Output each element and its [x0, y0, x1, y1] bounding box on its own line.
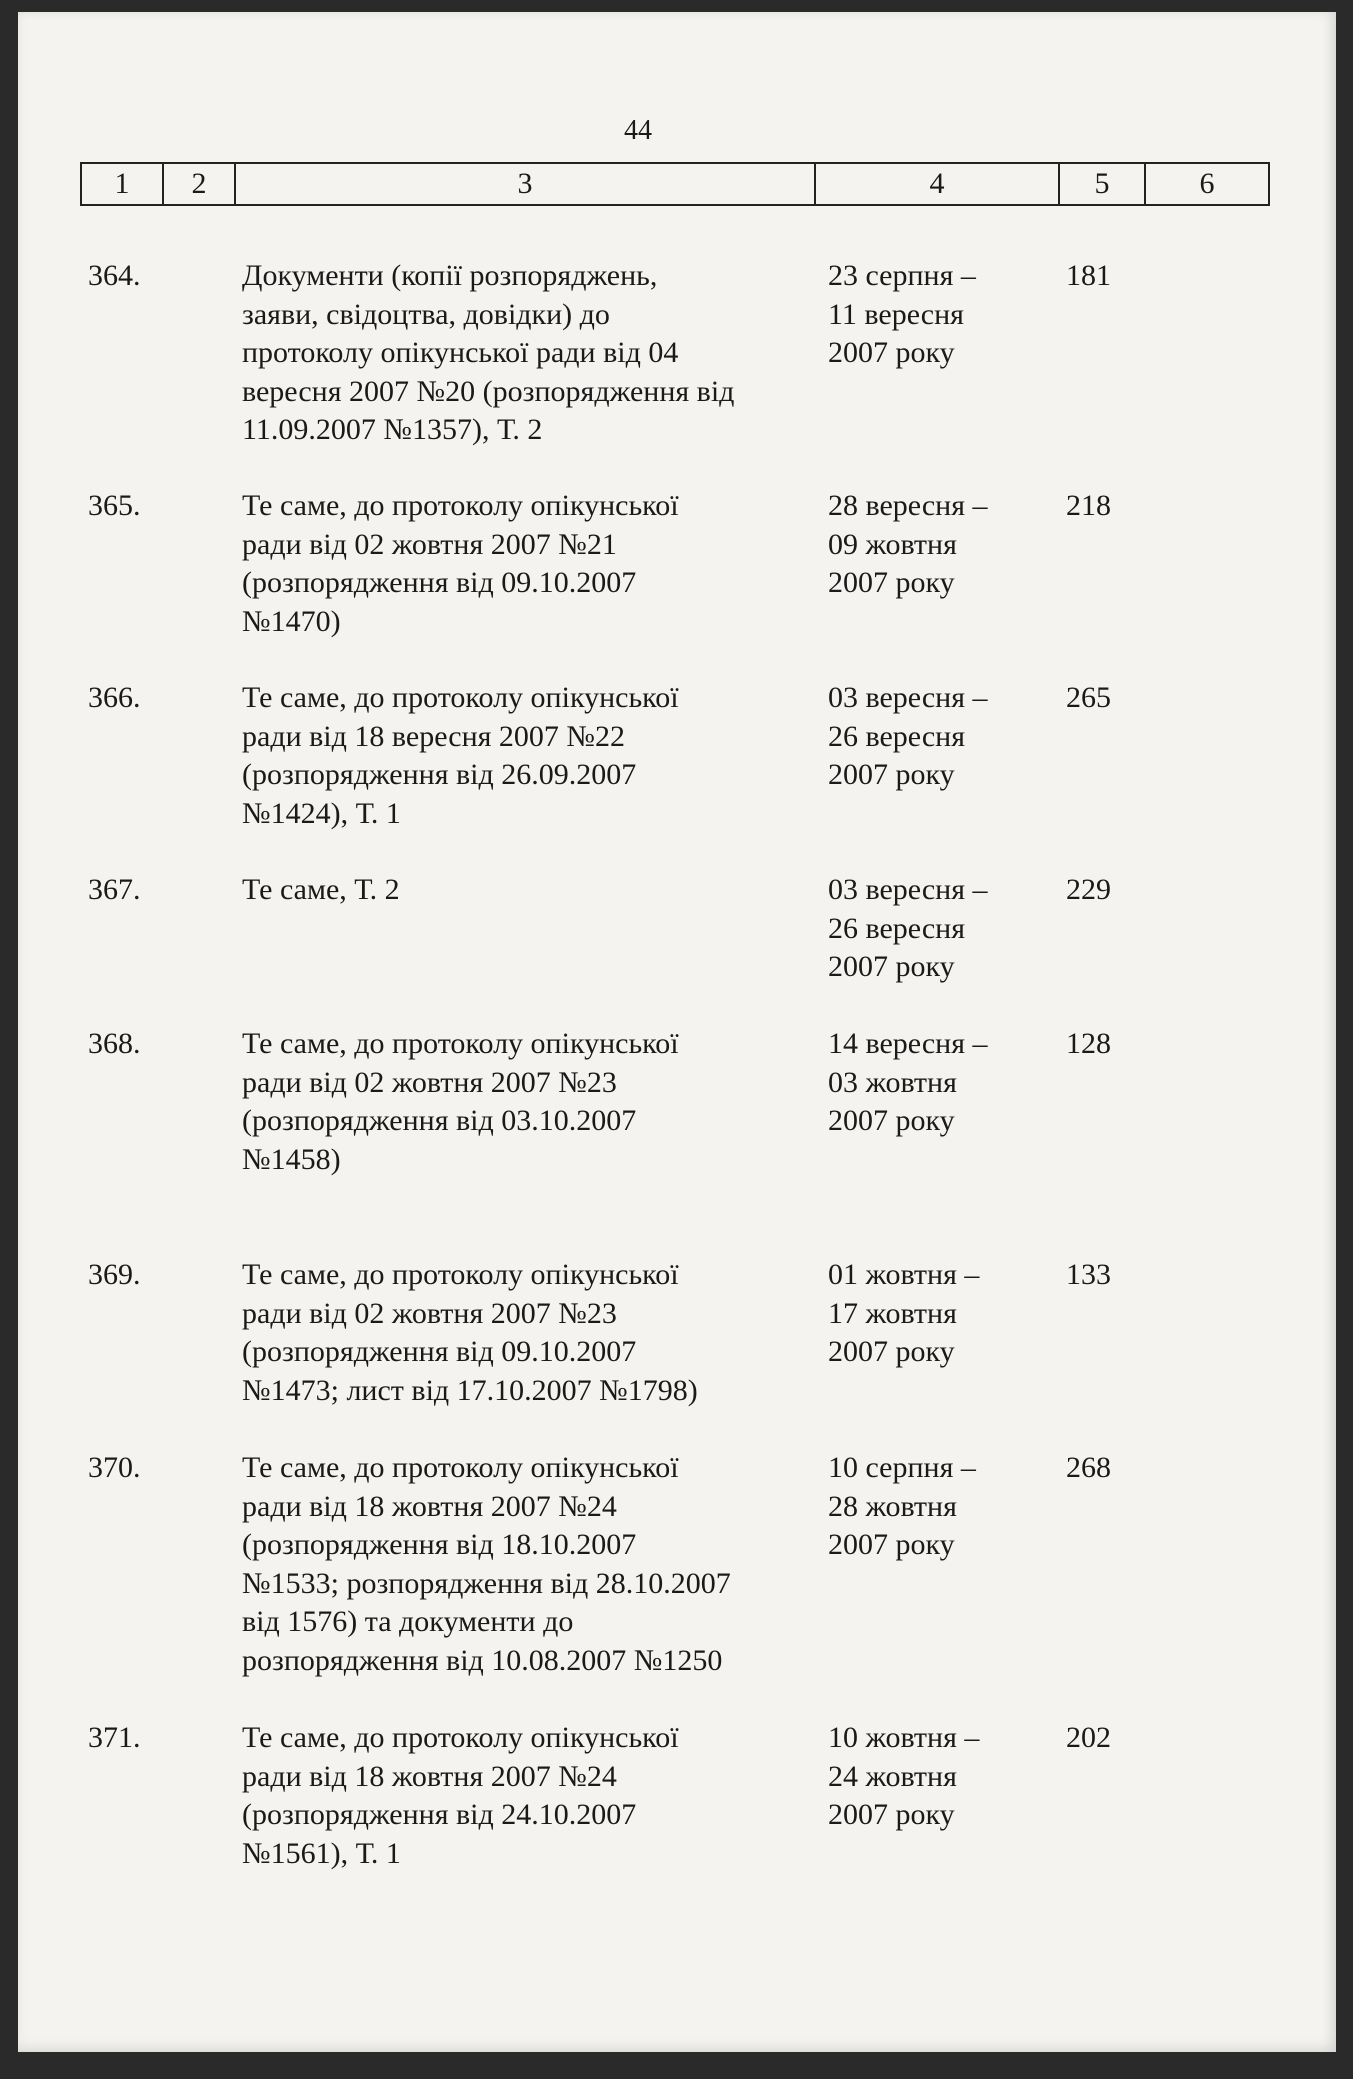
entry-date-line: 10 жовтня – — [828, 1721, 980, 1754]
column-header-5: 5 — [1060, 164, 1146, 204]
entry-dates — [828, 1025, 1028, 1141]
entry-date-line: 14 вересня – — [828, 1027, 988, 1060]
entry-dates — [828, 871, 1028, 987]
column-header-6: 6 — [1199, 167, 1215, 200]
entry-title-line: (розпорядження від 24.10.2007 — [242, 1798, 637, 1831]
entry-dates — [828, 1256, 1028, 1372]
entry-title-line: ради від 18 жовтня 2007 №24 — [242, 1759, 617, 1793]
entry-title — [242, 1719, 812, 1873]
entry-title-line: №1424), Т. 1 — [242, 796, 401, 830]
entry-date-line: 2007 року — [828, 1798, 955, 1831]
document-page — [18, 12, 1336, 2052]
entry-title — [242, 1025, 812, 1179]
entry-date-line: 28 жовтня — [828, 1489, 957, 1523]
entry-title-line: Те саме, Т. 2 — [242, 873, 400, 906]
entry-title-line: (розпорядження від 03.10.2007 — [242, 1104, 637, 1137]
entry-title-line: ради від 02 жовтня 2007 №23 — [242, 1065, 617, 1099]
entry-title — [242, 487, 812, 641]
entry-date-line: 10 серпня – — [828, 1451, 976, 1484]
entry-title — [242, 871, 812, 910]
entry-sheet-count: 128 — [1066, 1027, 1111, 1060]
entry-title-line: Те саме, до протоколу опікунської — [242, 1027, 679, 1060]
entry-title-line: №1470) — [242, 604, 341, 638]
entry-number: 367. — [88, 873, 141, 906]
entry-title-line: (розпорядження від 26.09.2007 — [242, 758, 637, 791]
entry-title-line: ради від 18 вересня 2007 №22 — [242, 719, 626, 753]
entry-sheet-count: 202 — [1066, 1721, 1111, 1754]
entry-title-line: Те саме, до протоколу опікунської — [242, 489, 679, 522]
entry-date-line: 2007 року — [828, 950, 955, 983]
entry-sheet-count: 133 — [1066, 1258, 1111, 1291]
entry-title-line: від 1576) та документи до — [242, 1605, 574, 1638]
entry-title-line: Те саме, до протоколу опікунської — [242, 1451, 679, 1484]
entry-title — [242, 679, 812, 833]
entry-date-line: 03 вересня – — [828, 873, 988, 906]
entry-title-line: ради від 02 жовтня 2007 №21 — [242, 527, 617, 561]
entry-number: 368. — [88, 1027, 141, 1060]
table-header-row — [80, 162, 1270, 206]
entry-dates — [828, 257, 1028, 373]
entry-title-line: Те саме, до протоколу опікунської — [242, 1258, 679, 1291]
entry-sheet-count: 181 — [1066, 259, 1111, 292]
entry-date-line: 2007 року — [828, 336, 955, 369]
entry-title — [242, 257, 812, 450]
entry-title-line: №1473; лист від 17.10.2007 №1798) — [242, 1373, 698, 1407]
entry-dates — [828, 487, 1028, 603]
entry-title-line: (розпорядження від 09.10.2007 — [242, 566, 637, 599]
entry-title-line: (розпорядження від 09.10.2007 — [242, 1335, 637, 1368]
entry-date-line: 26 вересня — [828, 719, 966, 753]
entry-title-line: ради від 02 жовтня 2007 №23 — [242, 1296, 617, 1330]
entry-date-line: 2007 року — [828, 566, 955, 599]
entry-date-line: 03 жовтня — [828, 1065, 957, 1099]
column-header-4: 4 — [816, 164, 1060, 204]
page-number: 44 — [624, 115, 652, 146]
entry-title-line: Документи (копії розпоряджень, — [242, 259, 658, 292]
entry-date-line: 11 вересня — [828, 297, 964, 331]
column-header-1: 1 — [82, 164, 164, 204]
entry-dates — [828, 1719, 1028, 1835]
entry-sheet-count: 265 — [1066, 681, 1111, 714]
entry-sheet-count: 268 — [1066, 1451, 1111, 1484]
entry-date-line: 23 серпня – — [828, 259, 976, 292]
entry-date-line: 09 жовтня — [828, 527, 957, 561]
entry-title-line: розпорядження від 10.08.2007 №1250 — [242, 1643, 723, 1677]
entry-title-line: Те саме, до протоколу опікунської — [242, 1721, 679, 1754]
entry-date-line: 2007 року — [828, 758, 955, 791]
entry-title-line: №1533; розпорядження від 28.10.2007 — [242, 1566, 731, 1600]
entry-title-line: 11.09.2007 №1357), Т. 2 — [242, 413, 543, 446]
entry-title-line: протоколу опікунської ради від 04 — [242, 336, 679, 369]
entry-title-line: заяви, свідоцтва, довідки) до — [242, 297, 610, 331]
entry-number: 371. — [88, 1721, 141, 1754]
entry-number: 365. — [88, 489, 141, 522]
entry-date-line: 2007 року — [828, 1104, 955, 1137]
entry-date-line: 01 жовтня – — [828, 1258, 980, 1291]
entry-number: 366. — [88, 681, 141, 714]
entry-title-line: ради від 18 жовтня 2007 №24 — [242, 1489, 617, 1523]
entry-dates — [828, 1449, 1028, 1565]
entry-sheet-count: 229 — [1066, 873, 1111, 906]
entry-dates — [828, 679, 1028, 795]
entry-title-line: вересня 2007 №20 (розпорядження від — [242, 374, 735, 408]
entry-number: 370. — [88, 1451, 141, 1484]
entry-date-line: 2007 року — [828, 1335, 955, 1368]
entry-number: 369. — [88, 1258, 141, 1291]
entry-title — [242, 1256, 812, 1410]
column-header-2: 2 — [164, 164, 236, 204]
entry-date-line: 26 вересня — [828, 911, 966, 945]
entry-date-line: 2007 року — [828, 1528, 955, 1561]
entry-date-line: 03 вересня – — [828, 681, 988, 714]
entry-title-line: №1458) — [242, 1142, 341, 1176]
entry-date-line: 28 вересня – — [828, 489, 988, 522]
entry-title-line: №1561), Т. 1 — [242, 1836, 401, 1870]
entry-title — [242, 1449, 812, 1680]
column-header-3: 3 — [236, 164, 816, 204]
entry-number: 364. — [88, 259, 141, 292]
entry-sheet-count: 218 — [1066, 489, 1111, 522]
entry-date-line: 24 жовтня — [828, 1759, 957, 1793]
entry-title-line: Те саме, до протоколу опікунської — [242, 681, 679, 714]
entry-date-line: 17 жовтня — [828, 1296, 957, 1330]
entry-title-line: (розпорядження від 18.10.2007 — [242, 1528, 637, 1561]
